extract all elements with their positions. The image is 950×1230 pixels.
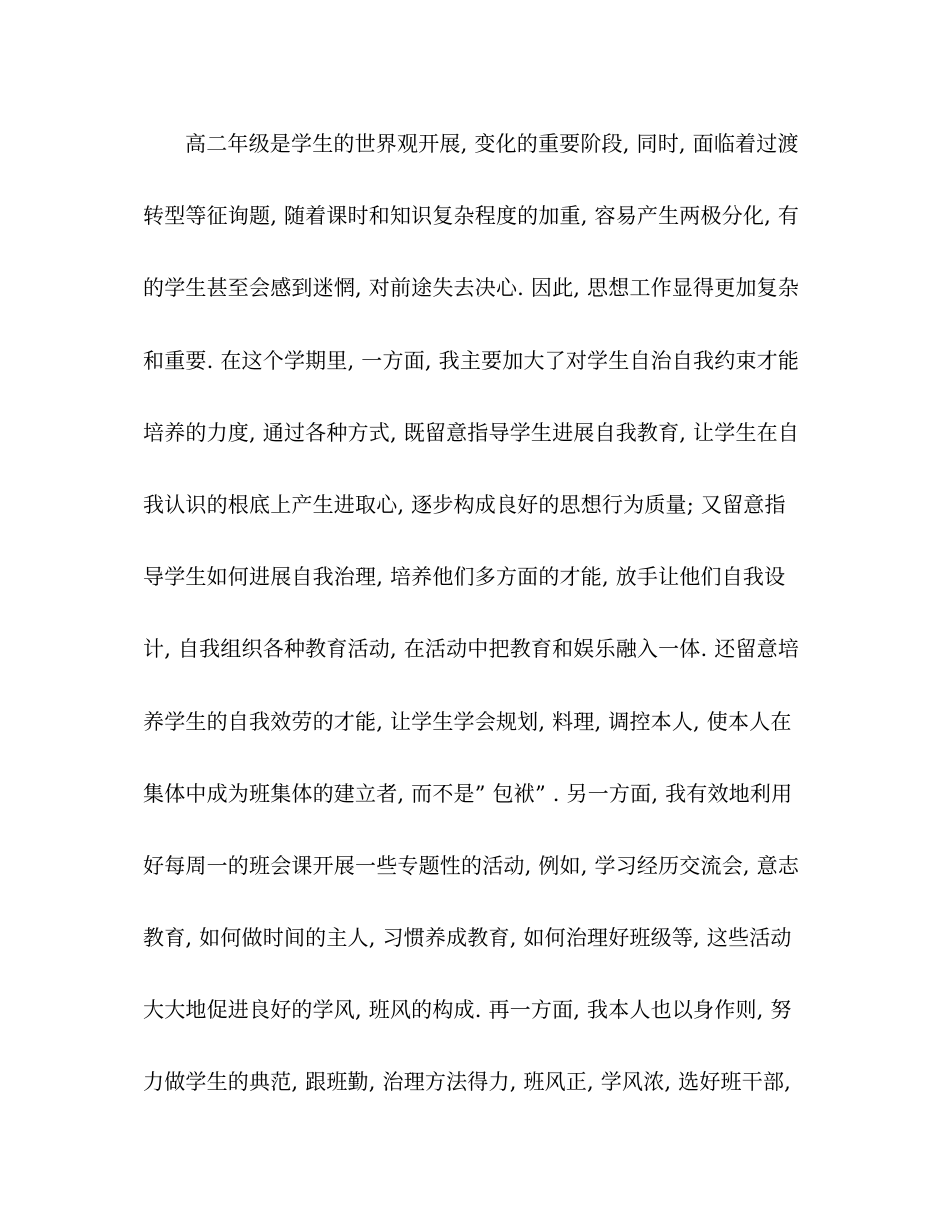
text-line-8: 计, 自我组织各种教育活动, 在活动中把教育和娱乐融入一体. 还留意培 <box>143 637 800 662</box>
body-paragraph <box>143 124 823 1135</box>
text-line-3: 的学生甚至会感到迷惘, 对前途失去决心. 因此, 思想工作显得更加复杂 <box>143 276 800 301</box>
text-line-5: 培养的力度, 通过各种方式, 既留意指导学生进展自我教育, 让学生在自 <box>143 420 800 445</box>
text-line-1: 高二年级是学生的世界观开展, 变化的重要阶段, 同时, 面临着过渡 <box>185 132 799 156</box>
text-line-9: 养学生的自我效劳的才能, 让学生学会规划, 料理, 调控本人, 使本人在 <box>143 709 792 734</box>
text-line-11: 好每周一的班会课开展一些专题性的活动, 例如, 学习经历交流会, 意志 <box>143 853 800 878</box>
text-line-7: 导学生如何进展自我治理, 培养他们多方面的才能, 放手让他们自我设 <box>143 565 786 590</box>
text-line-2: 转型等征询题, 随着课时和知识复杂程度的加重, 容易产生两极分化, 有 <box>143 204 800 229</box>
text-line-6: 我认识的根底上产生进取心, 逐步构成良好的思想行为质量; 又留意指 <box>143 492 786 517</box>
text-line-10: 集体中成为班集体的建立者, 而不是” 包袱” . 另一方面, 我有效地利用 <box>143 781 793 806</box>
text-line-4: 和重要. 在这个学期里, 一方面, 我主要加大了对学生自治自我约束才能 <box>143 348 800 373</box>
text-line-14: 力做学生的典范, 跟班勤, 治理方法得力, 班风正, 学风浓, 选好班干部, <box>143 1070 792 1095</box>
text-line-12: 教育, 如何做时间的主人, 习惯养成教育, 如何治理好班级等, 这些活动 <box>143 926 792 951</box>
text-line-13: 大大地促进良好的学风, 班风的构成. 再一方面, 我本人也以身作则, 努 <box>143 998 792 1023</box>
